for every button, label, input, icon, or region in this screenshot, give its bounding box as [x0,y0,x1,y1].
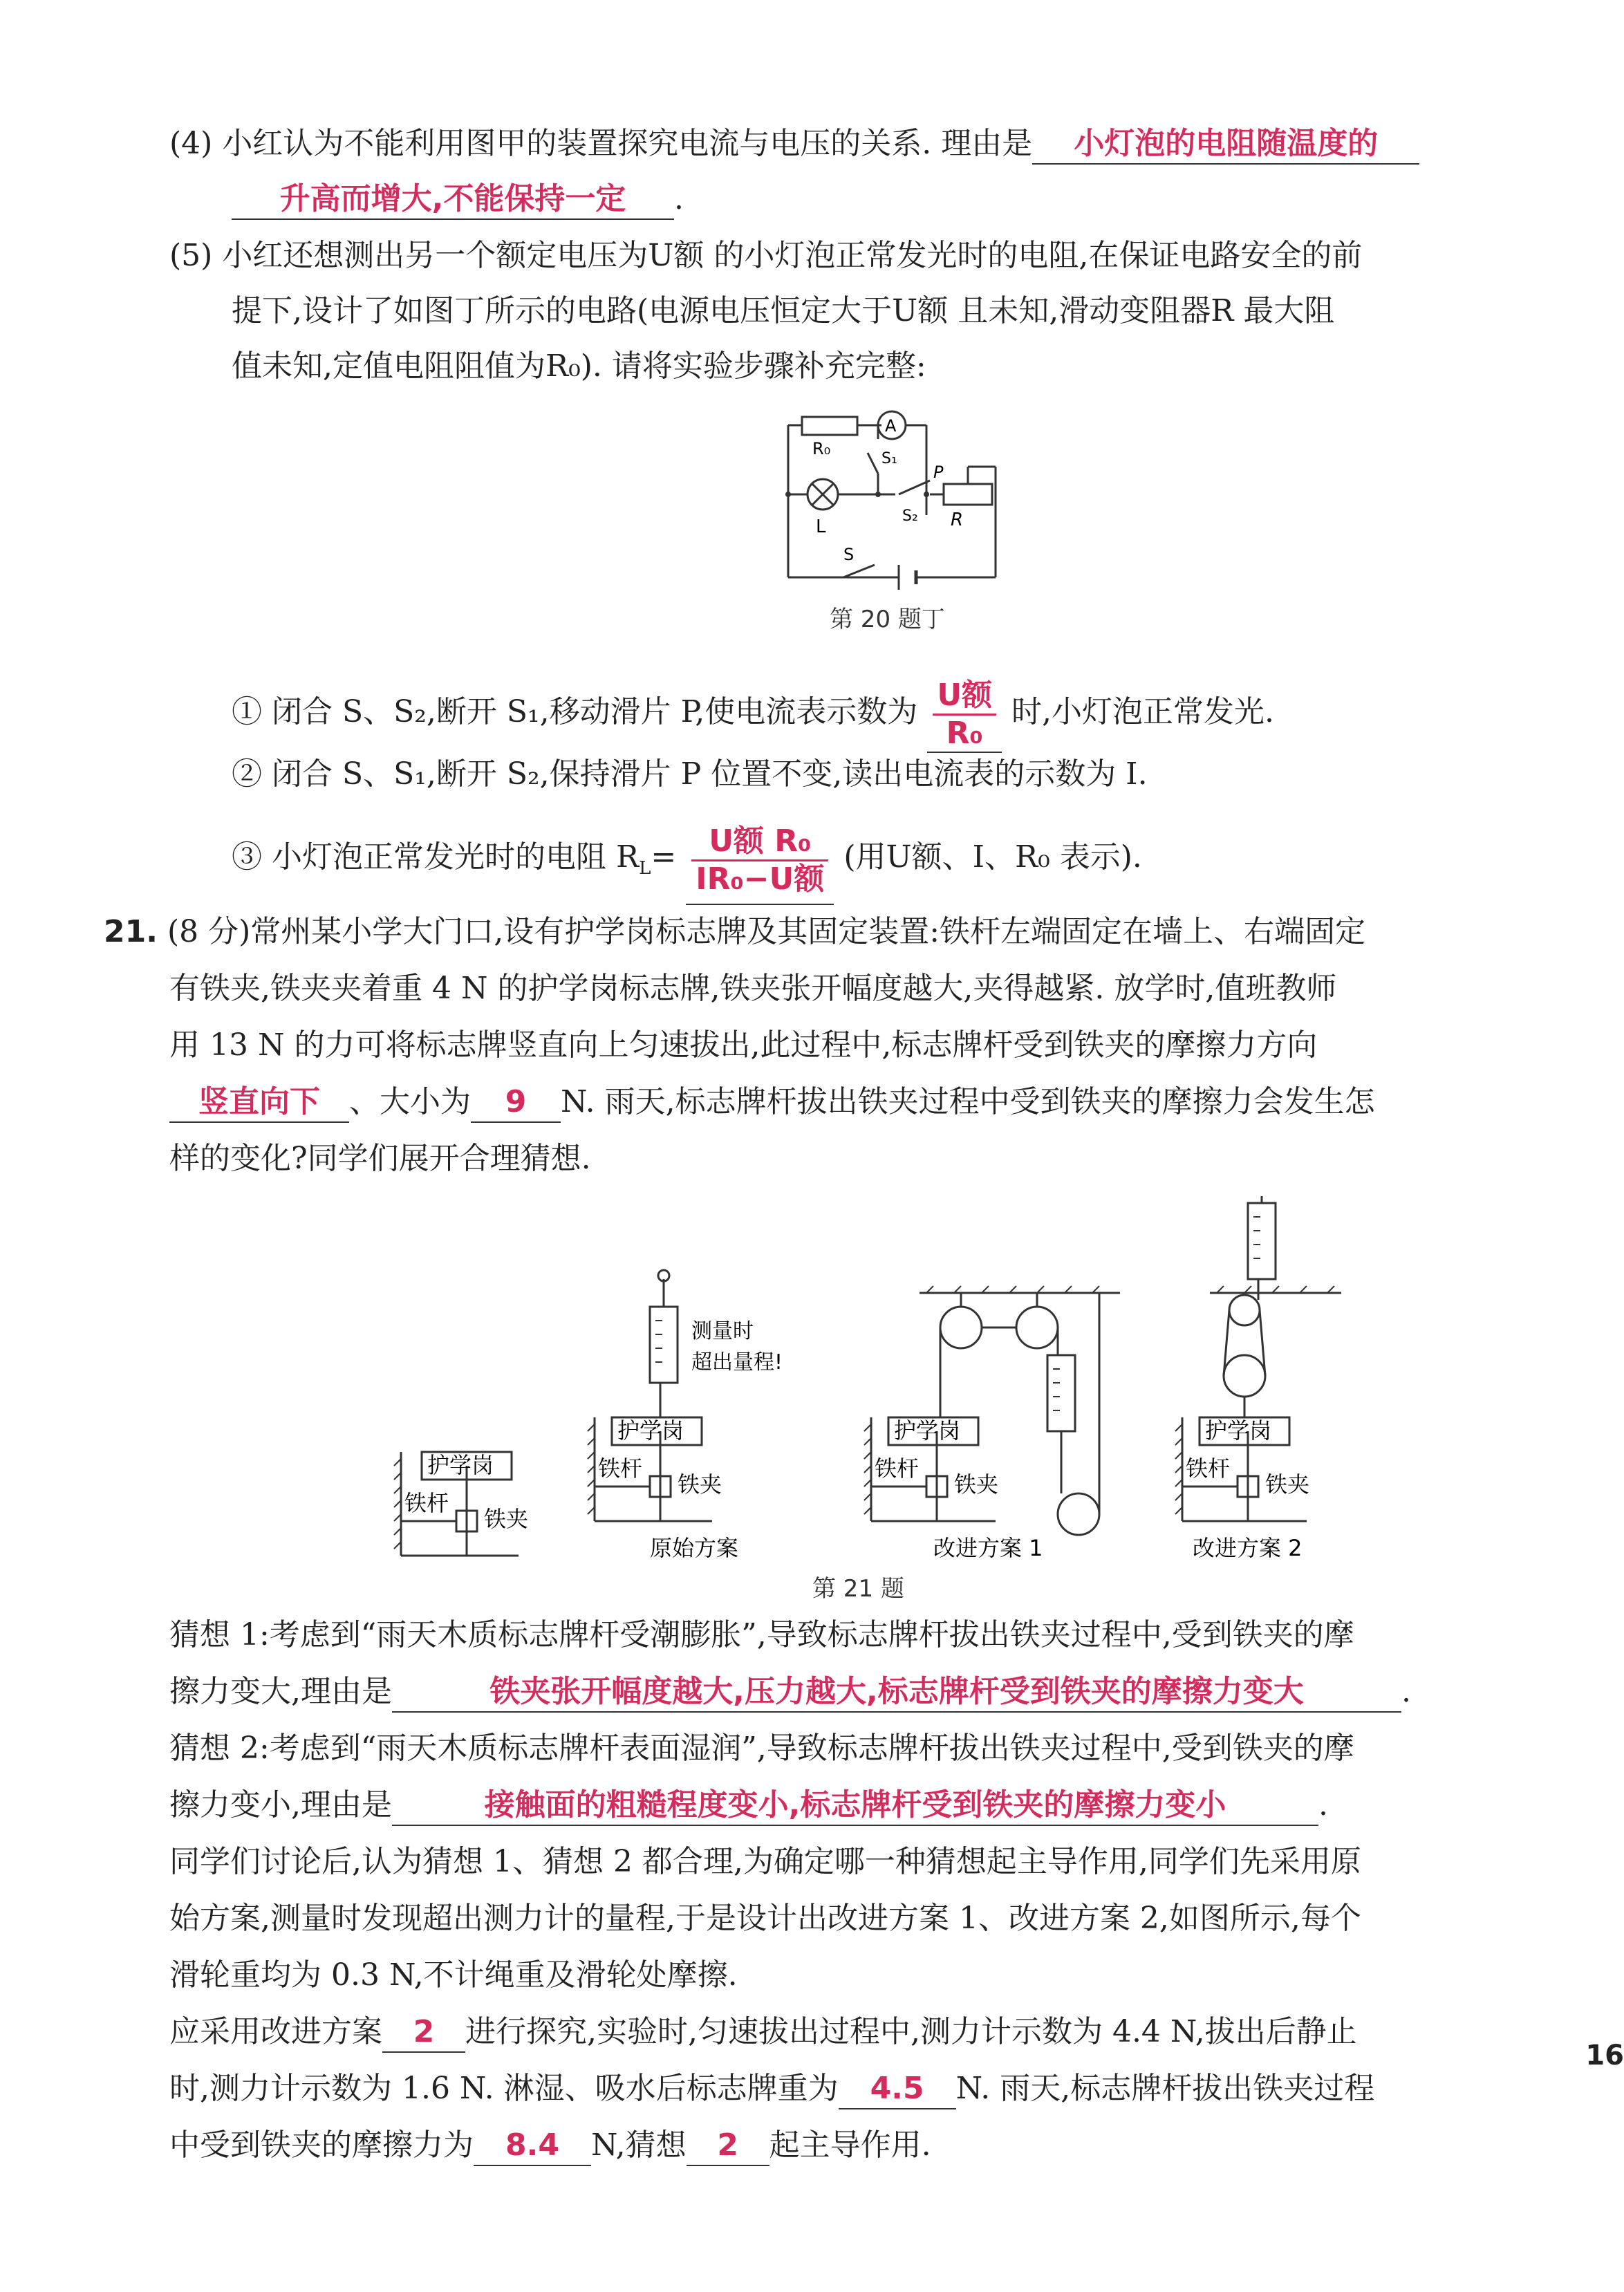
sign-label-3: 护学岗 [894,1417,961,1444]
discussion-line1: 同学们讨论后,认为猜想 1、猜想 2 都合理,为确定哪一种猜想起主导作用,同学们先采用原 [169,1844,1361,1879]
answer-blank: 4.5 [839,2069,956,2109]
label-l: L [816,516,826,537]
answer-blank: 竖直向下 [169,1083,349,1123]
sign-label-1: 护学岗 [427,1452,494,1478]
q21-line5: 样的变化?同学们展开合理猜想. [169,1141,591,1176]
answer-blank: 升高而增大,不能保持一定 [232,180,674,220]
answer-blank: 铁夹张开幅度越大,压力越大,标志牌杆受到铁夹的摩擦力变大 [392,1673,1401,1713]
sign-label-2: 护学岗 [617,1417,684,1444]
final-line1: 应采用改进方案 2 进行探究,实验时,匀速拔出过程中,测力计示数为 4.4 N,拔出后静止 [169,2011,1357,2053]
q20-step1: ① 闭合 S、S₂,断开 S₁,移动滑片 P,使电流表示数为 $\frac{\text{U额}}{\text{R₀}}$ 时,小灯泡正常发光. [232,674,1274,750]
clip-label-1: 铁夹 [484,1506,529,1532]
rod-label-1: 铁杆 [404,1490,449,1516]
q20-part4-line2: 升高而增大,不能保持一定 . [232,178,684,220]
label-p: P [933,463,944,482]
page-number: 16 [1585,2040,1624,2071]
final-line2: 时,测力计示数为 1.6 N. 淋湿、吸水后标志牌重为 4.5 N. 雨天,标志牌杆拔出铁夹过程 [169,2068,1374,2109]
sign-label-4: 护学岗 [1205,1417,1272,1444]
q20-part5-line3: 值未知,定值电阻阻值为R₀). 请将实验步骤补充完整: [232,348,926,384]
clip-label-3: 铁夹 [954,1471,999,1498]
circuit-diagram [774,404,1009,591]
label-r: R [951,510,964,530]
q21-line4: 竖直向下 、大小为 9 N. 雨天,标志牌杆拔出铁夹过程中受到铁夹的摩擦力会发生怎 [169,1081,1375,1123]
label-s: S [843,545,855,564]
answer-blank: 2 [687,2126,769,2166]
q20-step2: ② 闭合 S、S₁,断开 S₂,保持滑片 P 位置不变,读出电流表的示数为 I. [232,756,1148,792]
caption-improved-1: 改进方案 1 [933,1535,1043,1561]
over-range-label-1: 测量时 [691,1319,754,1343]
final-line3: 中受到铁夹的摩擦力为 8.4 N,猜想 2 起主导作用. [169,2125,931,2166]
answer-blank: 8.4 [474,2126,591,2166]
question-number: 21. [104,914,158,949]
answer-blank: 9 [471,1083,561,1123]
rod-label-3: 铁杆 [875,1455,920,1482]
rod-label-2: 铁杆 [598,1455,643,1482]
caption-improved-2: 改进方案 2 [1193,1535,1303,1561]
guess1-line2: 擦力变大,理由是 铁夹张开幅度越大,压力越大,标志牌杆受到铁夹的摩擦力变大 . [169,1671,1411,1713]
caption-original: 原始方案 [650,1535,739,1561]
over-range-label-2: 超出量程! [691,1350,783,1375]
answer-fraction-2: $\frac{\text{U额 R₀}}{\text{IR₀−U额}}$ [686,814,834,905]
answer-fraction-1: $\frac{\text{U额}}{\text{R₀}}$ [927,675,1002,753]
q20-part5-line1: (5) 小红还想测出另一个额定电压为U额 的小灯泡正常发光时的电阻,在保证电路安全的前 [169,238,1363,273]
fig21-caption: 第 21 题 [812,1575,904,1603]
q21-line2: 有铁夹,铁夹夹着重 4 N 的护学岗标志牌,铁夹张开幅度越大,夹得越紧. 放学时,值班教师 [169,971,1337,1006]
answer-blank: 小灯泡的电阻随温度的 [1032,124,1419,165]
q20-step3: ③ 小灯泡正常发光时的电阻 $R_L=$ $\frac{\text{U额 R₀}}{\text{IR₀−U额}}$ (用U额、I、R₀ 表示). [232,812,1142,902]
clip-label-2: 铁夹 [678,1471,722,1498]
fig20-caption: 第 20 题丁 [830,606,945,633]
q20-part4-line1: (4) 小红认为不能利用图甲的装置探究电流与电压的关系. 理由是 小灯泡的电阻随温度的 [169,123,1419,165]
discussion-line2: 始方案,测量时发现超出测力计的量程,于是设计出改进方案 1、改进方案 2,如图所示,每个 [169,1901,1361,1936]
q21-figure [387,1196,1348,1583]
guess2-line2: 擦力变小,理由是 接触面的粗糙程度变小,标志牌杆受到铁夹的摩擦力变小 . [169,1785,1328,1826]
answer-blank: 接触面的粗糙程度变小,标志牌杆受到铁夹的摩擦力变小 [392,1786,1318,1826]
q20-part5-line2: 提下,设计了如图丁所示的电路(电源电压恒定大于U额 且未知,滑动变阻器R 最大阻 [232,293,1335,328]
label-r0: R₀ [812,439,831,458]
clip-label-4: 铁夹 [1265,1471,1310,1498]
discussion-line3: 滑轮重均为 0.3 N,不计绳重及滑轮处摩擦. [169,1957,738,1993]
answer-blank: 2 [382,2013,465,2053]
label-s2: S₂ [902,507,918,525]
guess1-line1: 猜想 1:考虑到“雨天木质标志牌杆受潮膨胀”,导致标志牌杆拔出铁夹过程中,受到铁夹的摩 [169,1617,1354,1652]
label-s1: S₁ [881,450,897,467]
q21-line3: 用 13 N 的力可将标志牌竖直向上匀速拔出,此过程中,标志牌杆受到铁夹的摩擦力方向 [169,1027,1318,1063]
q21-line1: 21. (8 分)常州某小学大门口,设有护学岗标志牌及其固定装置:铁杆左端固定在墙上、右端固定 [104,914,1366,949]
label-ammeter: A [885,416,897,436]
guess2-line1: 猜想 2:考虑到“雨天木质标志牌杆表面湿润”,导致标志牌杆拔出铁夹过程中,受到铁夹的摩 [169,1731,1354,1766]
rod-label-4: 铁杆 [1186,1455,1231,1482]
